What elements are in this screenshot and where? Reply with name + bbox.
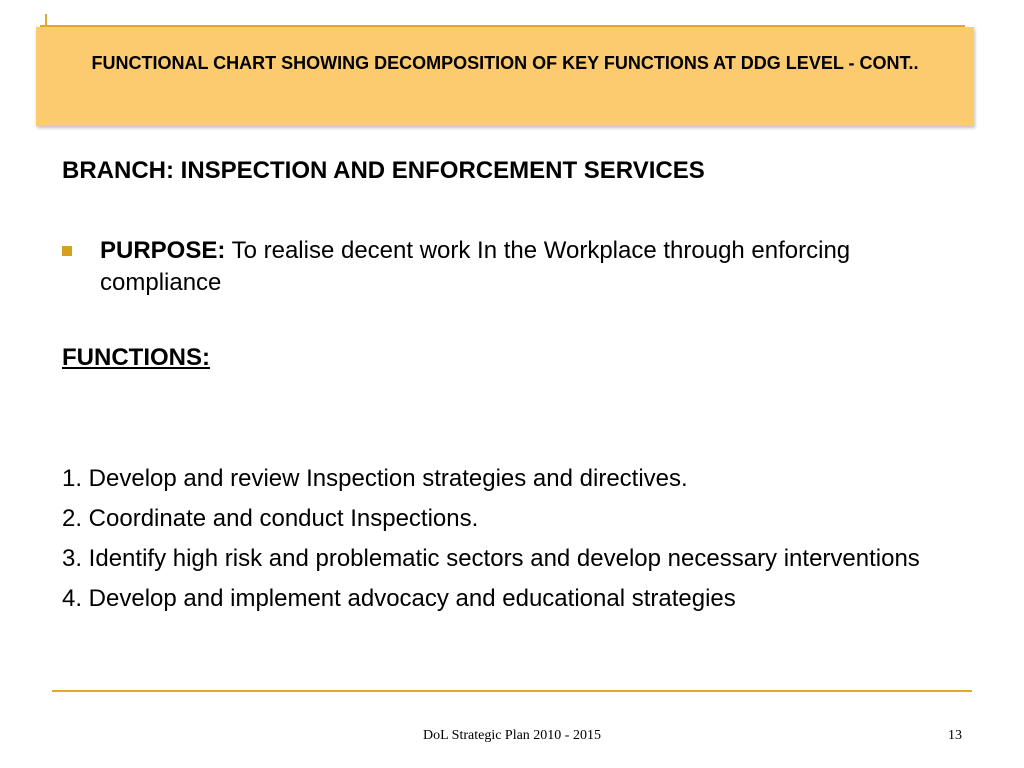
list-item: 1. Develop and review Inspection strategies and directives. — [62, 465, 688, 492]
square-bullet-icon — [62, 246, 72, 256]
list-item: 4. Develop and implement advocacy and educational strategies — [62, 585, 736, 612]
functions-list — [62, 464, 982, 624]
footer-divider — [52, 690, 972, 692]
branch-heading: BRANCH: INSPECTION AND ENFORCEMENT SERVICES — [62, 157, 705, 184]
list-item: 2. Coordinate and conduct Inspections. — [62, 505, 479, 532]
purpose-text-block — [100, 235, 962, 299]
purpose-label: PURPOSE: — [100, 237, 226, 264]
slide-title: FUNCTIONAL CHART SHOWING DECOMPOSITION OF KEY FUNCTIONS AT DDG LEVEL - CONT.. — [91, 53, 919, 73]
footer-text: DoL Strategic Plan 2010 - 2015 — [423, 728, 601, 743]
functions-heading: FUNCTIONS: — [62, 344, 210, 371]
page-number: 13 — [948, 728, 962, 743]
purpose-description: To realise decent work In the Workplace through enforcing compliance — [100, 237, 851, 296]
list-item: 3. Identify high risk and problematic sectors and develop necessary interventions — [62, 545, 920, 572]
purpose-item — [62, 235, 962, 299]
